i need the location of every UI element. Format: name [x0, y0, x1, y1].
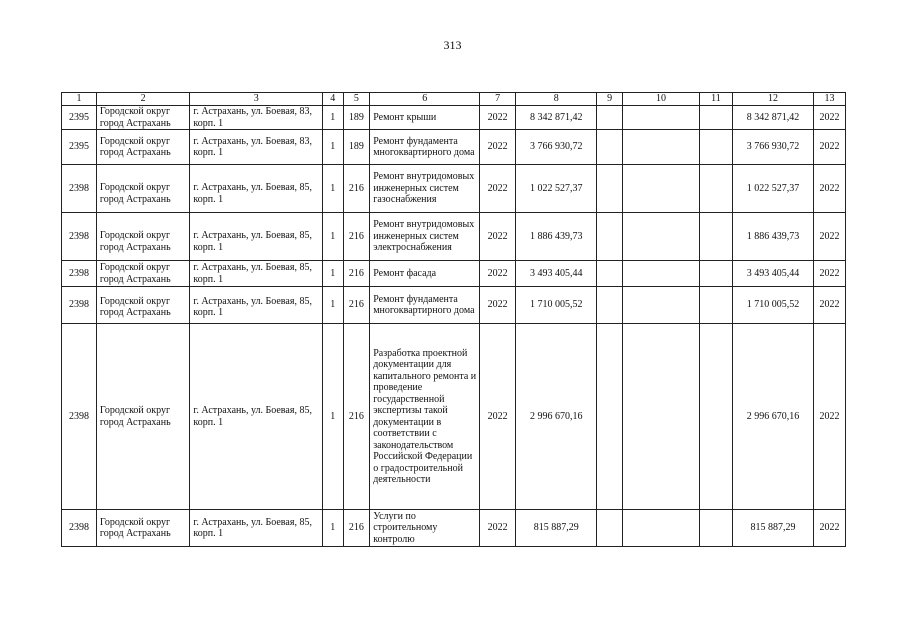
header-row [62, 93, 846, 106]
row-number: 2398 [62, 324, 97, 510]
address-cell: г. Астрахань, ул. Боевая, 85, корп. 1 [190, 287, 323, 324]
cost-cell: 1 022 527,37 [516, 165, 597, 213]
col11-cell [700, 213, 733, 261]
col11-cell [700, 130, 733, 165]
end-year-cell: 2022 [814, 287, 846, 324]
col10-cell [622, 324, 699, 510]
year-cell: 2022 [480, 324, 516, 510]
end-year-cell: 2022 [814, 130, 846, 165]
col5-cell: 216 [343, 165, 370, 213]
work-type-cell: Ремонт фундамента многоквартирного дома [370, 130, 480, 165]
end-year-cell: 2022 [814, 261, 846, 287]
header-cell: 7 [480, 93, 516, 106]
col4-cell: 1 [322, 106, 343, 130]
col5-cell: 216 [343, 324, 370, 510]
col10-cell [622, 213, 699, 261]
work-type-cell: Ремонт фундамента многоквартирного дома [370, 287, 480, 324]
col4-cell: 1 [322, 213, 343, 261]
row-number: 2398 [62, 261, 97, 287]
row-number: 2398 [62, 287, 97, 324]
row-number: 2398 [62, 165, 97, 213]
header-cell: 12 [732, 93, 813, 106]
end-year-cell: 2022 [814, 165, 846, 213]
total-cost-cell: 3 493 405,44 [732, 261, 813, 287]
col11-cell [700, 324, 733, 510]
end-year-cell: 2022 [814, 106, 846, 130]
cost-cell: 1 886 439,73 [516, 213, 597, 261]
col10-cell [622, 510, 699, 547]
col5-cell: 189 [343, 130, 370, 165]
header-cell: 13 [814, 93, 846, 106]
year-cell: 2022 [480, 261, 516, 287]
col5-cell: 216 [343, 287, 370, 324]
municipality-cell: Городской округ город Астрахань [96, 287, 190, 324]
col10-cell [622, 130, 699, 165]
year-cell: 2022 [480, 213, 516, 261]
table-row [62, 130, 846, 165]
end-year-cell: 2022 [814, 213, 846, 261]
col9-cell [597, 213, 623, 261]
work-type-cell: Ремонт фасада [370, 261, 480, 287]
table-row [62, 510, 846, 547]
end-year-cell: 2022 [814, 324, 846, 510]
address-cell: г. Астрахань, ул. Боевая, 85, корп. 1 [190, 213, 323, 261]
col4-cell: 1 [322, 324, 343, 510]
work-type-cell: Ремонт внутридомовых инженерных систем электроснабжения [370, 213, 480, 261]
header-cell: 9 [597, 93, 623, 106]
municipality-cell: Городской округ город Астрахань [96, 130, 190, 165]
col9-cell [597, 261, 623, 287]
col10-cell [622, 106, 699, 130]
address-cell: г. Астрахань, ул. Боевая, 85, корп. 1 [190, 165, 323, 213]
table-row [62, 324, 846, 510]
col11-cell [700, 510, 733, 547]
total-cost-cell: 2 996 670,16 [732, 324, 813, 510]
cost-cell: 1 710 005,52 [516, 287, 597, 324]
work-type-cell: Разработка проектной документации для капитального ремонта и проведение государственной экспертизы такой документации в соответствии с законодательством Российской Федерации о градостроительной деятельности [370, 324, 480, 510]
table-row [62, 106, 846, 130]
col4-cell: 1 [322, 165, 343, 213]
address-cell: г. Астрахань, ул. Боевая, 85, корп. 1 [190, 510, 323, 547]
row-number: 2398 [62, 213, 97, 261]
col4-cell: 1 [322, 510, 343, 547]
row-number: 2395 [62, 130, 97, 165]
header-cell: 10 [622, 93, 699, 106]
year-cell: 2022 [480, 510, 516, 547]
address-cell: г. Астрахань, ул. Боевая, 85, корп. 1 [190, 261, 323, 287]
work-type-cell: Услуги по строительному контролю [370, 510, 480, 547]
end-year-cell: 2022 [814, 510, 846, 547]
col5-cell: 189 [343, 106, 370, 130]
col10-cell [622, 287, 699, 324]
address-cell: г. Астрахань, ул. Боевая, 83, корп. 1 [190, 106, 323, 130]
row-number: 2395 [62, 106, 97, 130]
work-type-cell: Ремонт крыши [370, 106, 480, 130]
col9-cell [597, 287, 623, 324]
col4-cell: 1 [322, 287, 343, 324]
municipality-cell: Городской округ город Астрахань [96, 106, 190, 130]
cost-cell: 3 766 930,72 [516, 130, 597, 165]
header-cell: 6 [370, 93, 480, 106]
address-cell: г. Астрахань, ул. Боевая, 83, корп. 1 [190, 130, 323, 165]
total-cost-cell: 1 022 527,37 [732, 165, 813, 213]
table-row [62, 165, 846, 213]
year-cell: 2022 [480, 287, 516, 324]
program-table [61, 92, 846, 547]
col9-cell [597, 106, 623, 130]
header-cell: 3 [190, 93, 323, 106]
col11-cell [700, 165, 733, 213]
cost-cell: 815 887,29 [516, 510, 597, 547]
cost-cell: 3 493 405,44 [516, 261, 597, 287]
header-cell: 8 [516, 93, 597, 106]
address-cell: г. Астрахань, ул. Боевая, 85, корп. 1 [190, 324, 323, 510]
total-cost-cell: 815 887,29 [732, 510, 813, 547]
municipality-cell: Городской округ город Астрахань [96, 261, 190, 287]
cost-cell: 2 996 670,16 [516, 324, 597, 510]
total-cost-cell: 1 710 005,52 [732, 287, 813, 324]
col11-cell [700, 261, 733, 287]
municipality-cell: Городской округ город Астрахань [96, 324, 190, 510]
header-cell: 5 [343, 93, 370, 106]
col4-cell: 1 [322, 261, 343, 287]
col9-cell [597, 510, 623, 547]
col4-cell: 1 [322, 130, 343, 165]
header-cell: 11 [700, 93, 733, 106]
page-number: 313 [443, 38, 462, 52]
col11-cell [700, 287, 733, 324]
municipality-cell: Городской округ город Астрахань [96, 510, 190, 547]
year-cell: 2022 [480, 130, 516, 165]
year-cell: 2022 [480, 165, 516, 213]
municipality-cell: Городской округ город Астрахань [96, 213, 190, 261]
row-number: 2398 [62, 510, 97, 547]
col5-cell: 216 [343, 261, 370, 287]
table-row [62, 287, 846, 324]
work-type-cell: Ремонт внутридомовых инженерных систем газоснабжения [370, 165, 480, 213]
cost-cell: 8 342 871,42 [516, 106, 597, 130]
total-cost-cell: 3 766 930,72 [732, 130, 813, 165]
col9-cell [597, 130, 623, 165]
total-cost-cell: 1 886 439,73 [732, 213, 813, 261]
total-cost-cell: 8 342 871,42 [732, 106, 813, 130]
header-cell: 2 [96, 93, 190, 106]
col5-cell: 216 [343, 213, 370, 261]
col9-cell [597, 324, 623, 510]
col10-cell [622, 261, 699, 287]
col9-cell [597, 165, 623, 213]
table-row [62, 261, 846, 287]
col11-cell [700, 106, 733, 130]
col10-cell [622, 165, 699, 213]
header-cell: 1 [62, 93, 97, 106]
header-cell: 4 [322, 93, 343, 106]
table-row [62, 213, 846, 261]
municipality-cell: Городской округ город Астрахань [96, 165, 190, 213]
col5-cell: 216 [343, 510, 370, 547]
year-cell: 2022 [480, 106, 516, 130]
